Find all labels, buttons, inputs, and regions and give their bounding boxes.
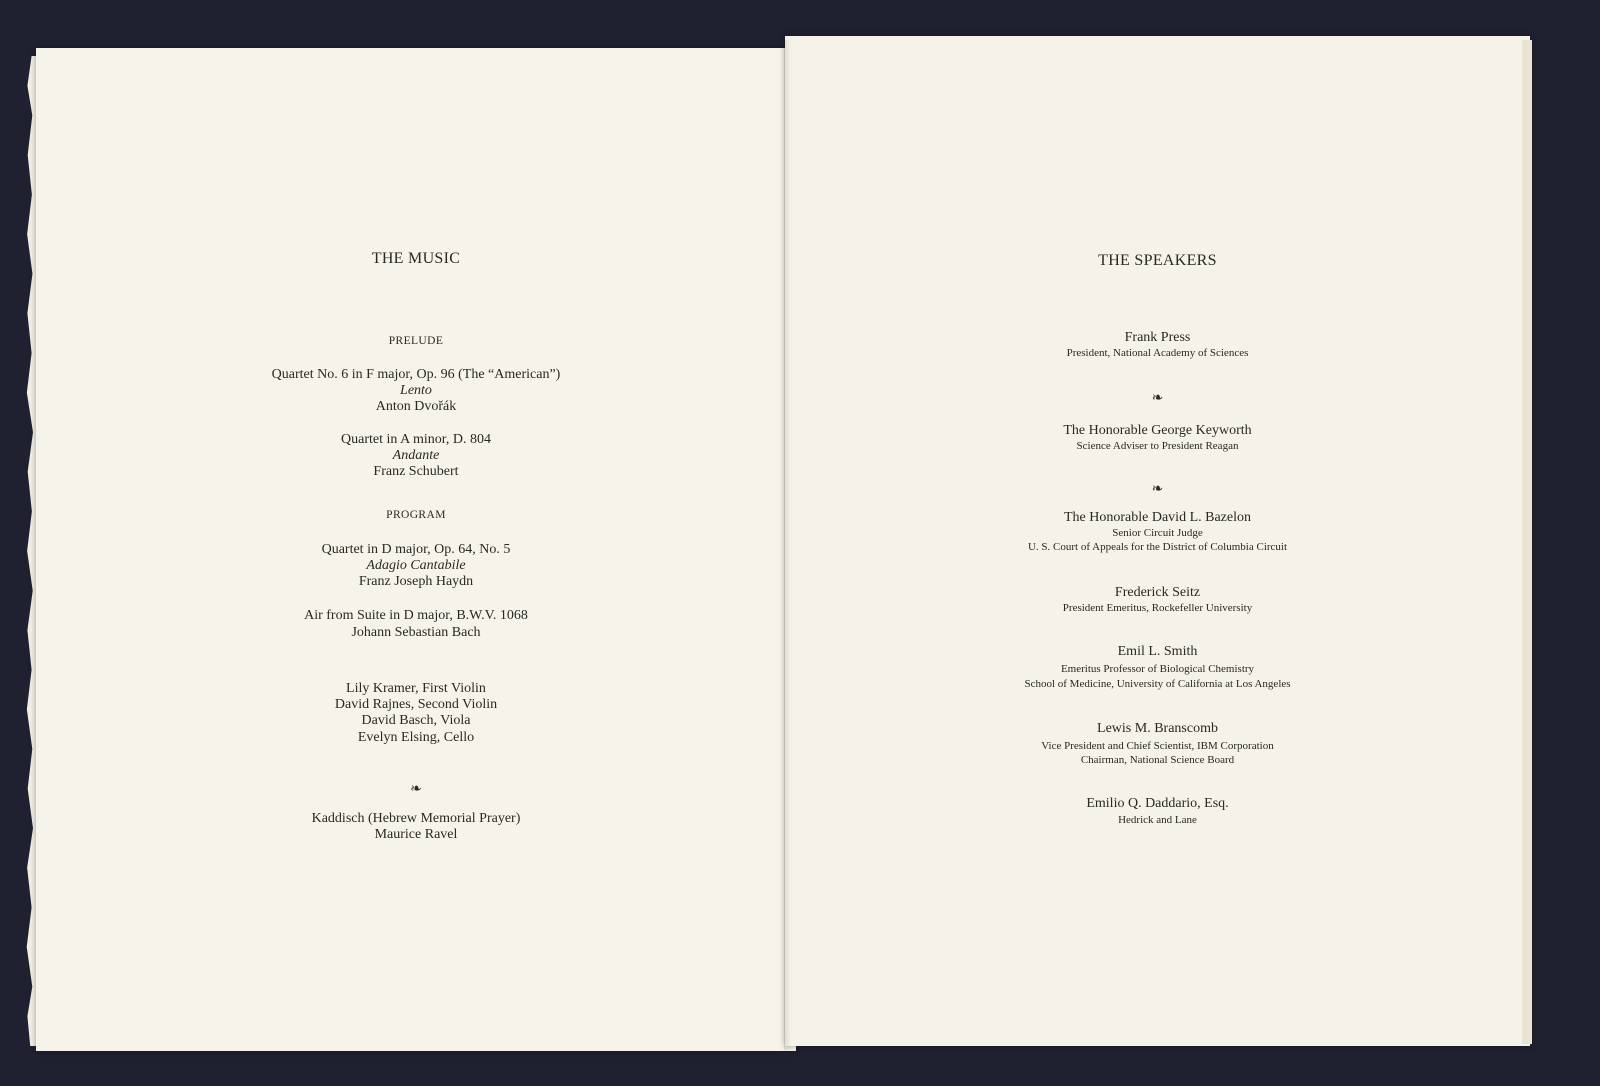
speaker-role-7a: Hedrick and Lane (1118, 814, 1197, 826)
prelude-composer-1: Anton Dvořák (375, 399, 457, 414)
program-work-2: Air from Suite in D major, B.W.V. 1068 (304, 608, 528, 623)
ornament-icon: ❧ (1151, 482, 1164, 497)
speaker-name-3: The Honorable David L. Bazelon (1064, 510, 1251, 525)
prelude-movement-2: Andante (392, 448, 440, 463)
performer-4: Evelyn Elsing, Cello (357, 730, 475, 745)
speaker-role-5a: Emeritus Professor of Biological Chemistry (1060, 663, 1255, 675)
prelude-composer-2: Franz Schubert (373, 464, 459, 479)
prelude-work-2: Quartet in A minor, D. 804 (341, 432, 491, 447)
ornament-icon: ❧ (1151, 391, 1164, 406)
speaker-role-6a: Vice President and Chief Scientist, IBM Corporation (1041, 740, 1274, 752)
speaker-name-1: Frank Press (1124, 330, 1191, 345)
program-work-1: Quartet in D major, Op. 64, No. 5 (321, 542, 511, 557)
performer-2: David Rajnes, Second Violin (334, 697, 498, 712)
speaker-role-6b: Chairman, National Science Board (1080, 754, 1235, 766)
prelude-work-1: Quartet No. 6 in F major, Op. 96 (The “American”) (271, 367, 561, 382)
closing-work: Kaddisch (Hebrew Memorial Prayer) (311, 811, 521, 826)
program-composer-1: Franz Joseph Haydn (358, 574, 474, 589)
speakers-section (785, 0, 1530, 1086)
performer-1: Lily Kramer, First Violin (346, 681, 486, 696)
speaker-role-1a: President, National Academy of Sciences (1066, 347, 1249, 359)
ornament-icon: ❧ (410, 782, 422, 797)
speaker-name-5: Emil L. Smith (1117, 644, 1198, 659)
speakers-title: THE SPEAKERS (1098, 252, 1217, 269)
speaker-role-4a: President Emeritus, Rockefeller University (1062, 602, 1253, 614)
speaker-name-2: The Honorable George Keyworth (1063, 423, 1252, 438)
music-section (36, 0, 796, 1086)
prelude-label: PRELUDE (388, 335, 444, 347)
speaker-name-7: Emilio Q. Daddario, Esq. (1086, 796, 1229, 811)
program-label: PROGRAM (386, 509, 446, 521)
program-movement-1: Adagio Cantabile (366, 558, 466, 573)
closing-composer: Maurice Ravel (374, 827, 458, 842)
speaker-role-5b: School of Medicine, University of California at Los Angeles (1024, 678, 1291, 690)
performer-3: David Basch, Viola (361, 713, 471, 728)
program-composer-2: Johann Sebastian Bach (351, 625, 481, 640)
speaker-name-4: Frederick Seitz (1114, 585, 1201, 600)
speaker-role-3b: U. S. Court of Appeals for the District of Columbia Circuit (1027, 541, 1288, 553)
music-title: THE MUSIC (371, 250, 461, 267)
speaker-role-3a: Senior Circuit Judge (1112, 527, 1203, 539)
speaker-name-6: Lewis M. Branscomb (1097, 721, 1218, 736)
prelude-movement-1: Lento (400, 383, 432, 398)
speaker-role-2a: Science Adviser to President Reagan (1076, 440, 1239, 452)
